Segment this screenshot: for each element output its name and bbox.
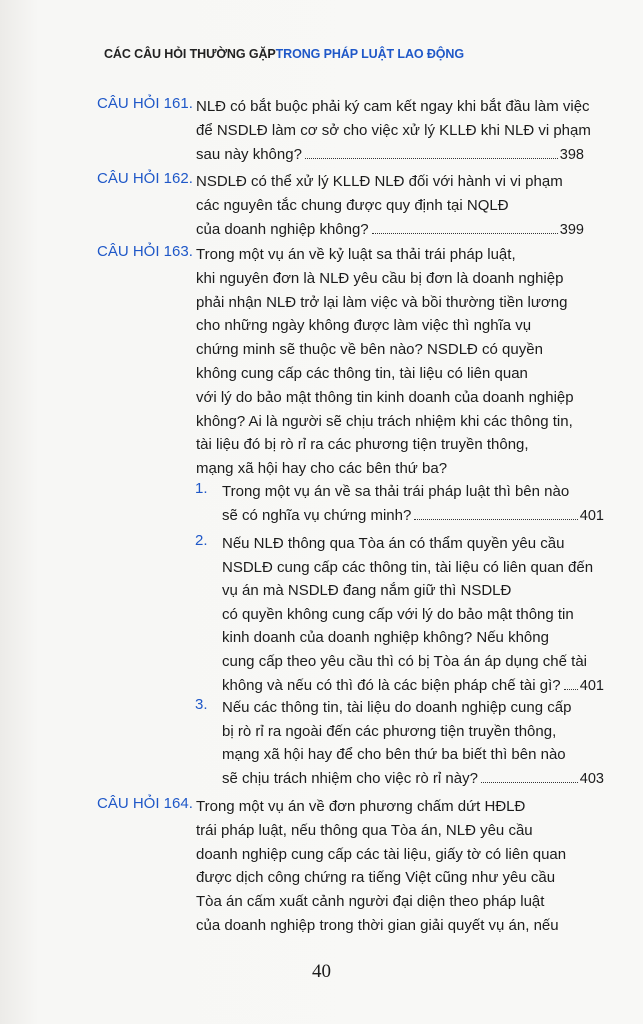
subitem-number: 2. xyxy=(195,532,208,549)
page-ref: 398 xyxy=(559,146,584,163)
page-ref: 403 xyxy=(579,770,604,787)
text-line: NSDLĐ cung cấp các thông tin, tài liệu có liên quan đến xyxy=(222,558,594,576)
text-line: với lý do bảo mật thông tin kinh doanh của doanh nghiệp xyxy=(196,388,574,406)
question-text xyxy=(196,95,591,167)
text-line: được dịch công chứng ra tiếng Việt cũng như yêu cầu xyxy=(196,869,556,887)
leader-line xyxy=(196,143,584,168)
dot-leader xyxy=(305,158,558,159)
leader-line xyxy=(196,218,584,243)
text-line: của doanh nghiệp trong thời gian giải quyết vụ án, nếu xyxy=(196,916,559,934)
page-ref: 401 xyxy=(579,677,604,694)
question-label: CÂU HỎI 162. xyxy=(97,170,193,187)
text-line: mạng xã hội hay cho các bên thứ ba? xyxy=(196,460,448,478)
question-text xyxy=(196,170,584,242)
subitem-text xyxy=(222,532,604,698)
running-header xyxy=(104,47,464,61)
text-line: sẽ chịu trách nhiệm cho việc rò rỉ này? xyxy=(222,769,478,787)
dot-leader xyxy=(564,689,578,690)
text-line: không và nếu có thì đó là các biện pháp chế tài gì? xyxy=(222,676,561,694)
subitem-number: 3. xyxy=(195,696,208,713)
text-line: tài liệu đó bị rò rỉ ra các phương tiện truyền thông, xyxy=(196,436,529,454)
text-line: cho những ngày không được làm việc thì nghĩa vụ xyxy=(196,317,532,335)
leader-line xyxy=(222,674,604,699)
dot-leader xyxy=(372,233,558,234)
text-line: có quyền không cung cấp với lý do bảo mật thông tin xyxy=(222,605,574,623)
subitem-number: 1. xyxy=(195,480,208,497)
text-line: Tòa án cấm xuất cảnh người đại diện theo pháp luật xyxy=(196,893,545,911)
dot-leader xyxy=(481,782,578,783)
question-label: CÂU HỎI 161. xyxy=(97,95,193,112)
header-title-part1: CÁC CÂU HỎI THƯỜNG GẶP xyxy=(104,47,276,61)
text-line: để NSDLĐ làm cơ sở cho việc xử lý KLLĐ khi NLĐ vi phạm xyxy=(196,121,591,139)
text-line: của doanh nghiệp không? xyxy=(196,220,369,238)
leader-line xyxy=(222,767,604,792)
text-line: Nếu các thông tin, tài liệu do doanh nghiệp cung cấp xyxy=(222,699,572,716)
text-line: Trong một vụ án về sa thải trái pháp luật thì bên nào xyxy=(222,483,570,500)
dot-leader xyxy=(414,519,577,520)
question-text xyxy=(196,243,606,481)
leader-line xyxy=(222,504,604,529)
text-line: khi nguyên đơn là NLĐ yêu cầu bị đơn là doanh nghiệp xyxy=(196,269,564,287)
text-line: Trong một vụ án về kỷ luật sa thải trái pháp luật, xyxy=(196,246,516,263)
text-line: cung cấp theo yêu cầu thì có bị Tòa án áp dụng chế tài xyxy=(222,652,587,670)
text-line: chứng minh sẽ thuộc về bên nào? NSDLĐ có quyền xyxy=(196,341,543,359)
question-text xyxy=(196,795,596,938)
subitem-text xyxy=(222,480,604,528)
page-number: 40 xyxy=(312,961,331,982)
question-label: CÂU HỎI 164. xyxy=(97,795,193,812)
text-line: NSDLĐ có thể xử lý KLLĐ NLĐ đối với hành vi vi phạm xyxy=(196,173,563,190)
text-line: Nếu NLĐ thông qua Tòa án có thẩm quyền yêu cầu xyxy=(222,535,565,552)
text-line: sau này không? xyxy=(196,145,302,163)
text-line: bị rò rỉ ra ngoài đến các phương tiện truyền thông, xyxy=(222,722,557,740)
text-line: doanh nghiệp cung cấp các tài liệu, giấy tờ có liên quan xyxy=(196,845,567,863)
text-line: không? Ai là người sẽ chịu trách nhiệm khi các thông tin, xyxy=(196,412,573,430)
text-line: mạng xã hội hay để cho bên thứ ba biết thì bên nào xyxy=(222,746,566,764)
page-ref: 401 xyxy=(579,507,604,524)
text-line: không cung cấp các thông tin, tài liệu có liên quan xyxy=(196,364,528,382)
text-line: kinh doanh của doanh nghiệp không? Nếu không xyxy=(222,629,549,647)
subitem-text xyxy=(222,696,604,791)
question-label: CÂU HỎI 163. xyxy=(97,243,193,260)
text-line: các nguyên tắc chung được quy định tại NQLĐ xyxy=(196,196,509,214)
text-line: vụ án mà NSDLĐ đang nắm giữ thì NSDLĐ xyxy=(222,582,512,600)
text-line: phải nhận NLĐ trở lại làm việc và bồi thường tiền lương xyxy=(196,293,568,311)
text-line: NLĐ có bắt buộc phải ký cam kết ngay khi bắt đầu làm việc xyxy=(196,98,590,115)
header-title-part2: TRONG PHÁP LUẬT LAO ĐỘNG xyxy=(275,47,464,61)
text-line: Trong một vụ án về đơn phương chấm dứt HĐLĐ xyxy=(196,798,526,815)
page-ref: 399 xyxy=(559,221,584,238)
text-line: sẽ có nghĩa vụ chứng minh? xyxy=(222,506,412,524)
text-line: trái pháp luật, nếu thông qua Tòa án, NLĐ yêu cầu xyxy=(196,821,533,839)
